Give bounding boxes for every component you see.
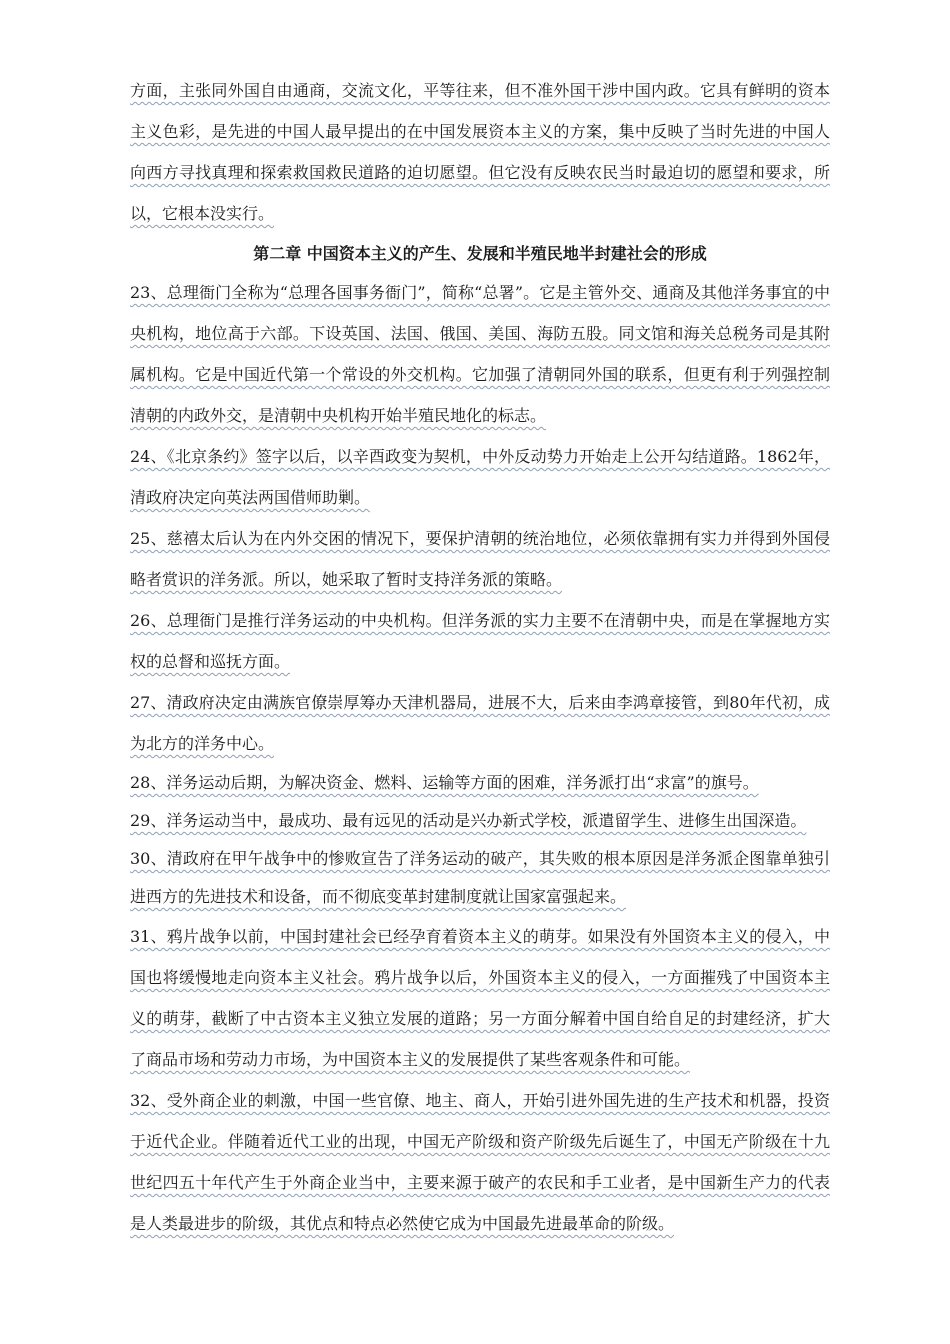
item-26: 26、总理衙门是推行洋务运动的中央机构。但洋务派的实力主要不在清朝中央，而是在掌握地方实权的总督和巡抚方面。	[130, 611, 830, 671]
item-30: 30、清政府在甲午战争中的惨败宣告了洋务运动的破产，其失败的根本原因是洋务派企图靠单独引进西方的先进技术和设备，而不彻底变革封建制度就让国家富强起来。	[130, 849, 830, 906]
intro-paragraph: 方面，主张同外国自由通商，交流文化，平等往来，但不准外国干涉中国内政。它具有鲜明的资本主义色彩，是先进的中国人最早提出的在中国发展资本主义的方案，集中反映了当时先进的中国人向西方寻找真理和探索救国救民道路的迫切愿望。但它没有反映农民当时最迫切的愿望和要求，所以，它根本没实行。	[130, 81, 830, 223]
item-31: 31、鸦片战争以前，中国封建社会已经孕育着资本主义的萌芽。如果没有外国资本主义的侵入，中国也将缓慢地走向资本主义社会。鸦片战争以后，外国资本主义的侵入，一方面摧残了中国资本主义的萌芽，截断了中古资本主义独立发展的道路；另一方面分解着中国自给自足的封建经济，扩大了商品市场和劳动力市场，为中国资本主义的发展提供了某些客观条件和可能。	[130, 927, 830, 1069]
chapter-title: 第二章 中国资本主义的产生、发展和半殖民地半封建社会的形成	[253, 244, 707, 263]
item-29: 29、洋务运动当中，最成功、最有远见的活动是兴办新式学校，派遣留学生、进修生出国深造。	[130, 811, 807, 830]
item-24: 24、《北京条约》签字以后，以辛酉政变为契机，中外反动势力开始走上公开勾结道路。1862年，清政府决定向英法两国借师助剿。	[130, 447, 830, 507]
item-23: 23、总理衙门全称为“总理各国事务衙门”，简称“总署”。它是主管外交、通商及其他洋务事宜的中央机构，地位高于六部。下设英国、法国、俄国、美国、海防五股。同文馆和海关总税务司是其附属机构。它是中国近代第一个常设的外交机构。它加强了清朝同外国的联系，但更有利于列强控制清朝的内政外交，是清朝中央机构开始半殖民地化的标志。	[130, 283, 830, 425]
item-32: 32、受外商企业的刺激，中国一些官僚、地主、商人，开始引进外国先进的生产技术和机器，投资于近代企业。伴随着近代工业的出现，中国无产阶级和资产阶级先后诞生了，中国无产阶级在十九世纪四五十年代产生于外商企业当中，主要来源于破产的农民和手工业者，是中国新生产力的代表是人类最进步的阶级，其优点和特点必然使它成为中国最先进最革命的阶级。	[130, 1091, 830, 1233]
item-27: 27、清政府决定由满族官僚崇厚筹办天津机器局，进展不大，后来由李鸿章接管，到80年代初，成为北方的洋务中心。	[130, 693, 830, 753]
item-25: 25、慈禧太后认为在内外交困的情况下，要保护清朝的统治地位，必须依靠拥有实力并得到外国侵略者赏识的洋务派。所以，她采取了暂时支持洋务派的策略。	[130, 529, 830, 589]
item-28: 28、洋务运动后期，为解决资金、燃料、运输等方面的困难，洋务派打出“求富”的旗号。	[130, 773, 759, 792]
document-page	[130, 70, 830, 1244]
